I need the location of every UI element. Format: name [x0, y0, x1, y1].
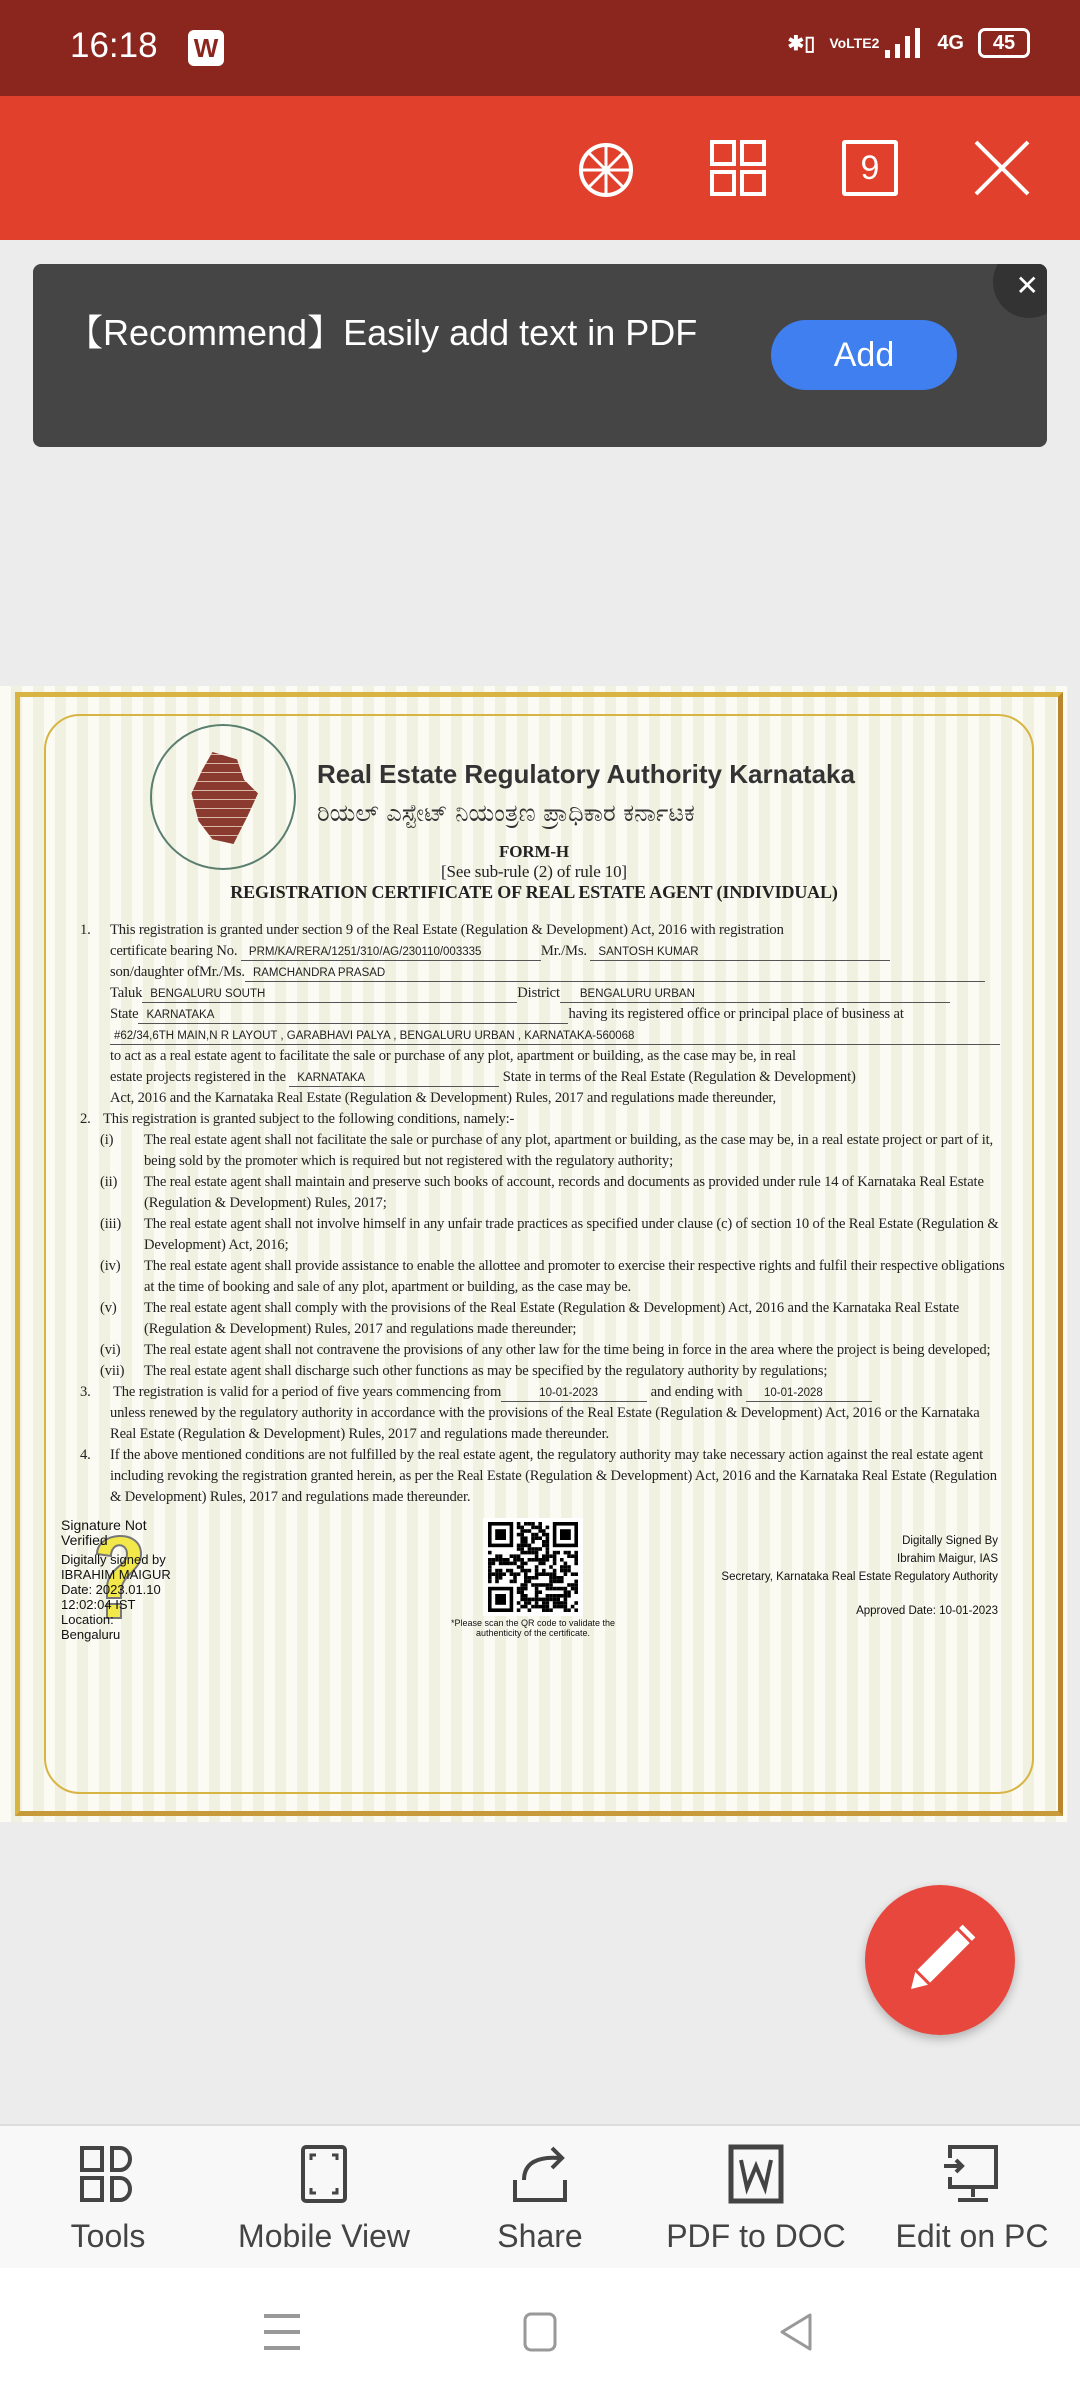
- clause-1: [0, 920, 1010, 1109]
- condition-text: The real estate agent shall comply with the provisions of the Real Estate (Regulation & Development) Act, 2016 and the Karnataka Real Estate (Regulation & Development) Rules, 2017 and regulations made thereunder;: [144, 1300, 960, 1337]
- signature-line: Digitally signed by: [61, 1552, 166, 1567]
- parent-name: RAMCHANDRA PRASAD: [245, 966, 985, 982]
- wheel-icon[interactable]: [576, 138, 636, 198]
- pdf-to-doc-icon: [726, 2144, 786, 2204]
- signer-block: [721, 1532, 998, 1620]
- mobile-view-label: Mobile View: [238, 2218, 410, 2254]
- approved-date: Approved Date: 10-01-2023: [856, 1605, 998, 1617]
- signature-line: IBRAHIM MAIGUR: [61, 1567, 171, 1582]
- condition-label: (iv): [100, 1258, 121, 1274]
- pdf-page: [0, 686, 1068, 1822]
- authority-name: Real Estate Regulatory Authority Karnataka: [317, 759, 855, 789]
- authority-name-kannada: ರಿಯಲ್ ಎಸ್ಟೇಟ್ ನಿಯಂತ್ರಣ ಪ್ರಾಧಿಕಾರ ಕರ್ನಾಟಕ: [317, 799, 695, 827]
- condition-item: [100, 1172, 1010, 1214]
- condition-item: [100, 1298, 1010, 1340]
- signal-icon: [883, 28, 923, 58]
- banner-close-icon[interactable]: ✕: [993, 264, 1047, 318]
- business-address: #62/34,6TH MAIN,N R LAYOUT , GARABHAVI PALYA , BENGALURU URBAN , KARNATAKA-560068: [110, 1029, 1000, 1045]
- clause-2: [0, 1109, 1010, 1382]
- status-time: 16:18: [70, 26, 158, 65]
- clause-text: Act, 2016 and the Karnataka Real Estate (Regulation & Development) Rules, 2017 and regulations made thereunder,: [110, 1090, 777, 1106]
- clause-text: to act as a real estate agent to facilitate the sale or purchase of any plot, apartment or building, as the case may be, in real: [110, 1048, 796, 1064]
- recommend-banner: [33, 264, 1047, 447]
- signer-name: Ibrahim Maigur, IAS: [897, 1553, 998, 1565]
- share-button[interactable]: [432, 2144, 648, 2255]
- edit-on-pc-icon: [942, 2144, 1002, 2204]
- clause-4: [0, 1445, 1010, 1508]
- form-subrule: [See sub-rule (2) of rule 10]: [441, 862, 627, 881]
- condition-item: [100, 1340, 1010, 1361]
- close-icon[interactable]: [972, 138, 1032, 198]
- registration-number: PRM/KA/RERA/1251/310/AG/230110/003335: [241, 945, 541, 961]
- condition-item: [100, 1256, 1010, 1298]
- condition-text: The real estate agent shall not involve himself in any unfair trade practices as specified under clause (c) of section 10 of the Real Estate (Regulation & Development) Act, 2016;: [144, 1216, 999, 1253]
- qr-caption: *Please scan the QR code to validate the authenticity of the certificate.: [450, 1618, 616, 1638]
- condition-text: The real estate agent shall discharge such other functions as may be specified by the regulatory authority by regulations;: [144, 1363, 828, 1379]
- state-value: KARNATAKA: [138, 1008, 568, 1024]
- clause-text: If the above mentioned conditions are not fulfilled by the real estate agent, the regulatory authority may take necessary action against the real estate agent including revoking the registration granted herein, as per the Real Estate (Regulation & Development) Act, 2016 and the Karnataka Real Estate (Regulation & Development) Rules, 2017 and regulations made thereunder.: [110, 1447, 997, 1505]
- condition-label: (vi): [100, 1342, 121, 1358]
- signature-line: Bengaluru: [61, 1627, 121, 1642]
- condition-label: (vii): [100, 1363, 125, 1379]
- signature-line: Date: 2023.01.10: [61, 1582, 161, 1597]
- label: The registration is valid for a period of five years commencing from: [113, 1384, 502, 1400]
- condition-text: The real estate agent shall maintain and preserve such books of account, records and documents as provided under rule 14 of Karnataka Real Estate (Regulation & Development) Rules, 2017;: [144, 1174, 984, 1211]
- label: and ending with: [650, 1384, 743, 1400]
- label: certificate bearing No.: [110, 943, 238, 959]
- volte-icon: VoLTE2: [829, 34, 880, 51]
- clause-text: This registration is granted under section 9 of the Real Estate (Regulation & Development) Act, 2016 with registration: [110, 922, 784, 938]
- label: having its registered office or principal place of business at: [568, 1006, 904, 1022]
- share-icon: [510, 2144, 570, 2204]
- agent-name: SANTOSH KUMAR: [590, 945, 890, 961]
- clause-3: [0, 1382, 1010, 1445]
- signature-block: [61, 1518, 191, 1642]
- district-value: BENGALURU URBAN: [560, 987, 950, 1003]
- pdf-to-doc-label: PDF to DOC: [666, 2218, 846, 2254]
- qr-area: [438, 1518, 628, 1638]
- tools-button[interactable]: [0, 2144, 216, 2255]
- battery-level: 45: [992, 32, 1016, 54]
- condition-item: [100, 1361, 1010, 1382]
- label: Taluk: [110, 985, 143, 1001]
- label: District: [517, 985, 560, 1001]
- signature-line: Location:: [61, 1612, 114, 1627]
- edit-fab-button[interactable]: [865, 1885, 1015, 2035]
- clause-number: 2.: [80, 1111, 91, 1127]
- mobile-view-icon: [294, 2144, 354, 2204]
- edit-on-pc-button[interactable]: [864, 2144, 1080, 2255]
- condition-text: The real estate agent shall provide assistance to enable the allottee and promoter to exercise their respective rights and fulfil their respective obligations at the time of booking and sale of any plot, apartment or building, as the case may be.: [144, 1258, 1005, 1295]
- condition-label: (iii): [100, 1216, 122, 1232]
- system-nav-bar: [0, 2268, 1080, 2400]
- bluetooth-icon: ✱▯: [787, 32, 816, 55]
- valid-until-date: 10-01-2028: [746, 1386, 872, 1402]
- valid-from-date: 10-01-2023: [501, 1386, 647, 1402]
- battery-icon: [978, 28, 1030, 58]
- condition-item: [100, 1130, 1010, 1172]
- label: State in terms of the Real Estate (Regulation & Development): [502, 1069, 856, 1085]
- tools-label: Tools: [70, 2218, 146, 2254]
- clause-number: 4.: [80, 1447, 91, 1463]
- status-icons: [788, 28, 1030, 58]
- share-label: Share: [497, 2218, 583, 2254]
- pdf-to-doc-button[interactable]: [648, 2144, 864, 2255]
- mobile-view-button[interactable]: [216, 2144, 432, 2255]
- state-value: KARNATAKA: [289, 1071, 499, 1087]
- status-bar: [0, 0, 1080, 96]
- back-icon[interactable]: [776, 2312, 816, 2352]
- clause-text: This registration is granted subject to the following conditions, namely:-: [103, 1111, 515, 1127]
- menu-icon[interactable]: [262, 2312, 302, 2352]
- condition-text: The real estate agent shall not contravene the provisions of any other law for the time being in force in the area where the project is being developed;: [144, 1342, 991, 1358]
- page-count-button[interactable]: 9: [842, 140, 898, 196]
- form-title: FORM-H: [499, 842, 569, 861]
- grid-icon[interactable]: [708, 138, 768, 198]
- edit-on-pc-label: Edit on PC: [895, 2218, 1049, 2254]
- clause-number: 1.: [80, 922, 91, 938]
- condition-label: (i): [100, 1132, 114, 1148]
- condition-item: [100, 1214, 1010, 1256]
- tools-icon: [78, 2144, 138, 2204]
- signer-title: Secretary, Karnataka Real Estate Regulatory Authority: [721, 1571, 998, 1583]
- home-icon[interactable]: [520, 2312, 560, 2352]
- bottom-toolbar: [0, 2124, 1080, 2268]
- signature-row: [0, 1517, 1068, 1642]
- signer-line: Digitally Signed By: [902, 1535, 998, 1547]
- taluk-value: BENGALURU SOUTH: [142, 987, 517, 1003]
- top-toolbar: [0, 96, 1080, 240]
- label: State: [110, 1006, 139, 1022]
- pencil-icon: [865, 1885, 1015, 2035]
- 4g-icon: 4G: [937, 31, 964, 54]
- condition-label: (ii): [100, 1174, 118, 1190]
- label: son/daughter ofMr./Ms.: [110, 964, 245, 980]
- clause-number: 3.: [80, 1384, 91, 1400]
- banner-text: 【Recommend】Easily add text in PDF: [67, 312, 698, 353]
- signature-status: Signature Not Verified: [61, 1517, 147, 1548]
- clause-text: unless renewed by the regulatory authority in accordance with the provisions of the Real Estate (Regulation & Development) Act, 2016 or the Karnataka Real Estate (Regulation & Development) Rules, 2017 and regulations made thereunder.: [110, 1405, 980, 1442]
- certificate-title: REGISTRATION CERTIFICATE OF REAL ESTATE AGENT (INDIVIDUAL): [230, 882, 838, 902]
- signature-line: 12:02:04 IST: [61, 1597, 136, 1612]
- label: estate projects registered in the: [110, 1069, 286, 1085]
- label: Mr./Ms.: [540, 943, 587, 959]
- condition-text: The real estate agent shall not facilitate the sale or purchase of any plot, apartment or building, as the case may be, in a real estate project or part of it, being sold by the promoter which is required but not registered with the regulatory authority;: [144, 1132, 993, 1169]
- qr-code[interactable]: [483, 1518, 583, 1616]
- wps-app-icon: W: [188, 30, 224, 66]
- condition-label: (v): [100, 1300, 117, 1316]
- add-button[interactable]: Add: [771, 320, 957, 390]
- karnataka-map-icon: [188, 752, 258, 844]
